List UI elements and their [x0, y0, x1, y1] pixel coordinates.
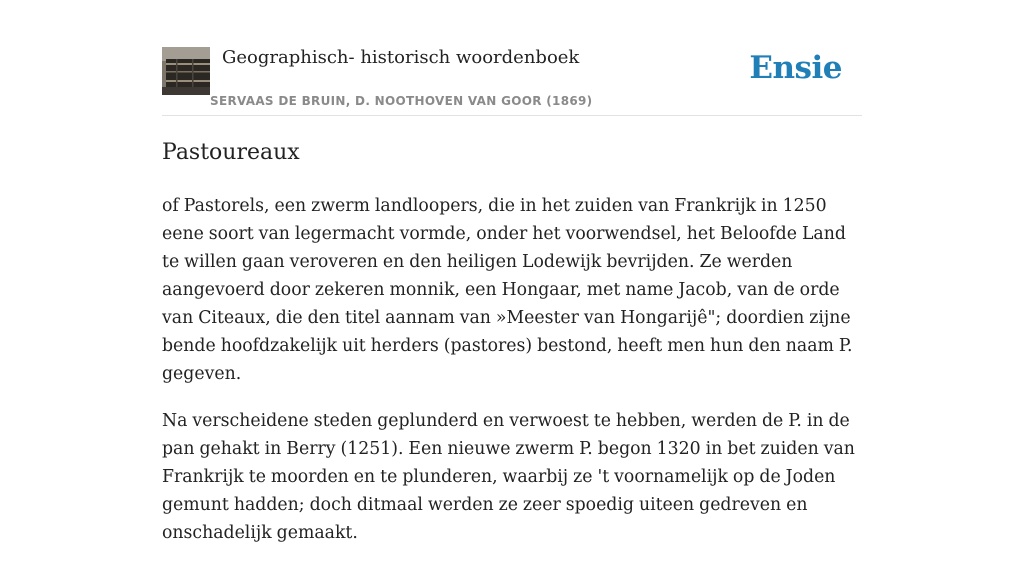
- entry-paragraph-1: of Pastorels, een zwerm landloopers, die in het zuiden van Frankrijk in 1250 eene soort van legermacht vormde, onder het voorwendsel, het Beloofde Land te willen gaan veroveren en den heiligen Lodewijk bevrijden. Ze werden aangevoerd door zekeren monnik, een Hongaar, met name Jacob, van de orde van Citeaux, die den titel aannam van »Meester van Hongarijê"; doordien zijne bende hoofdzakelijk uit herders (pastores) bestond, heeft men hun den naam P. gegeven.: [162, 196, 853, 384]
- entry-title: Pastoureaux: [162, 140, 300, 165]
- entry-paragraph-2: Na verscheidene steden geplunderd en verwoest te hebben, werden de P. in de pan gehakt in Berry (1251). Een nieuwe zwerm P. begon 1320 in bet zuiden van Frankrijk te moorden en te plunderen, waarbij ze 't voornamelijk op de Joden gemunt hadden; doch ditmaal werden ze zeer spoedig uiteen gedreven en onschadelijk gemaakt.: [162, 411, 855, 543]
- book-title-link[interactable]: Geographisch- historisch woordenboek: [222, 47, 580, 68]
- source-header: [162, 46, 862, 116]
- entry-body: [162, 192, 862, 566]
- ensie-logo-link[interactable]: Ensie: [749, 50, 842, 86]
- book-authors: SERVAAS DE BRUIN, D. NOOTHOVEN VAN GOOR (1869): [210, 94, 593, 108]
- book-spines-icon[interactable]: [162, 47, 210, 95]
